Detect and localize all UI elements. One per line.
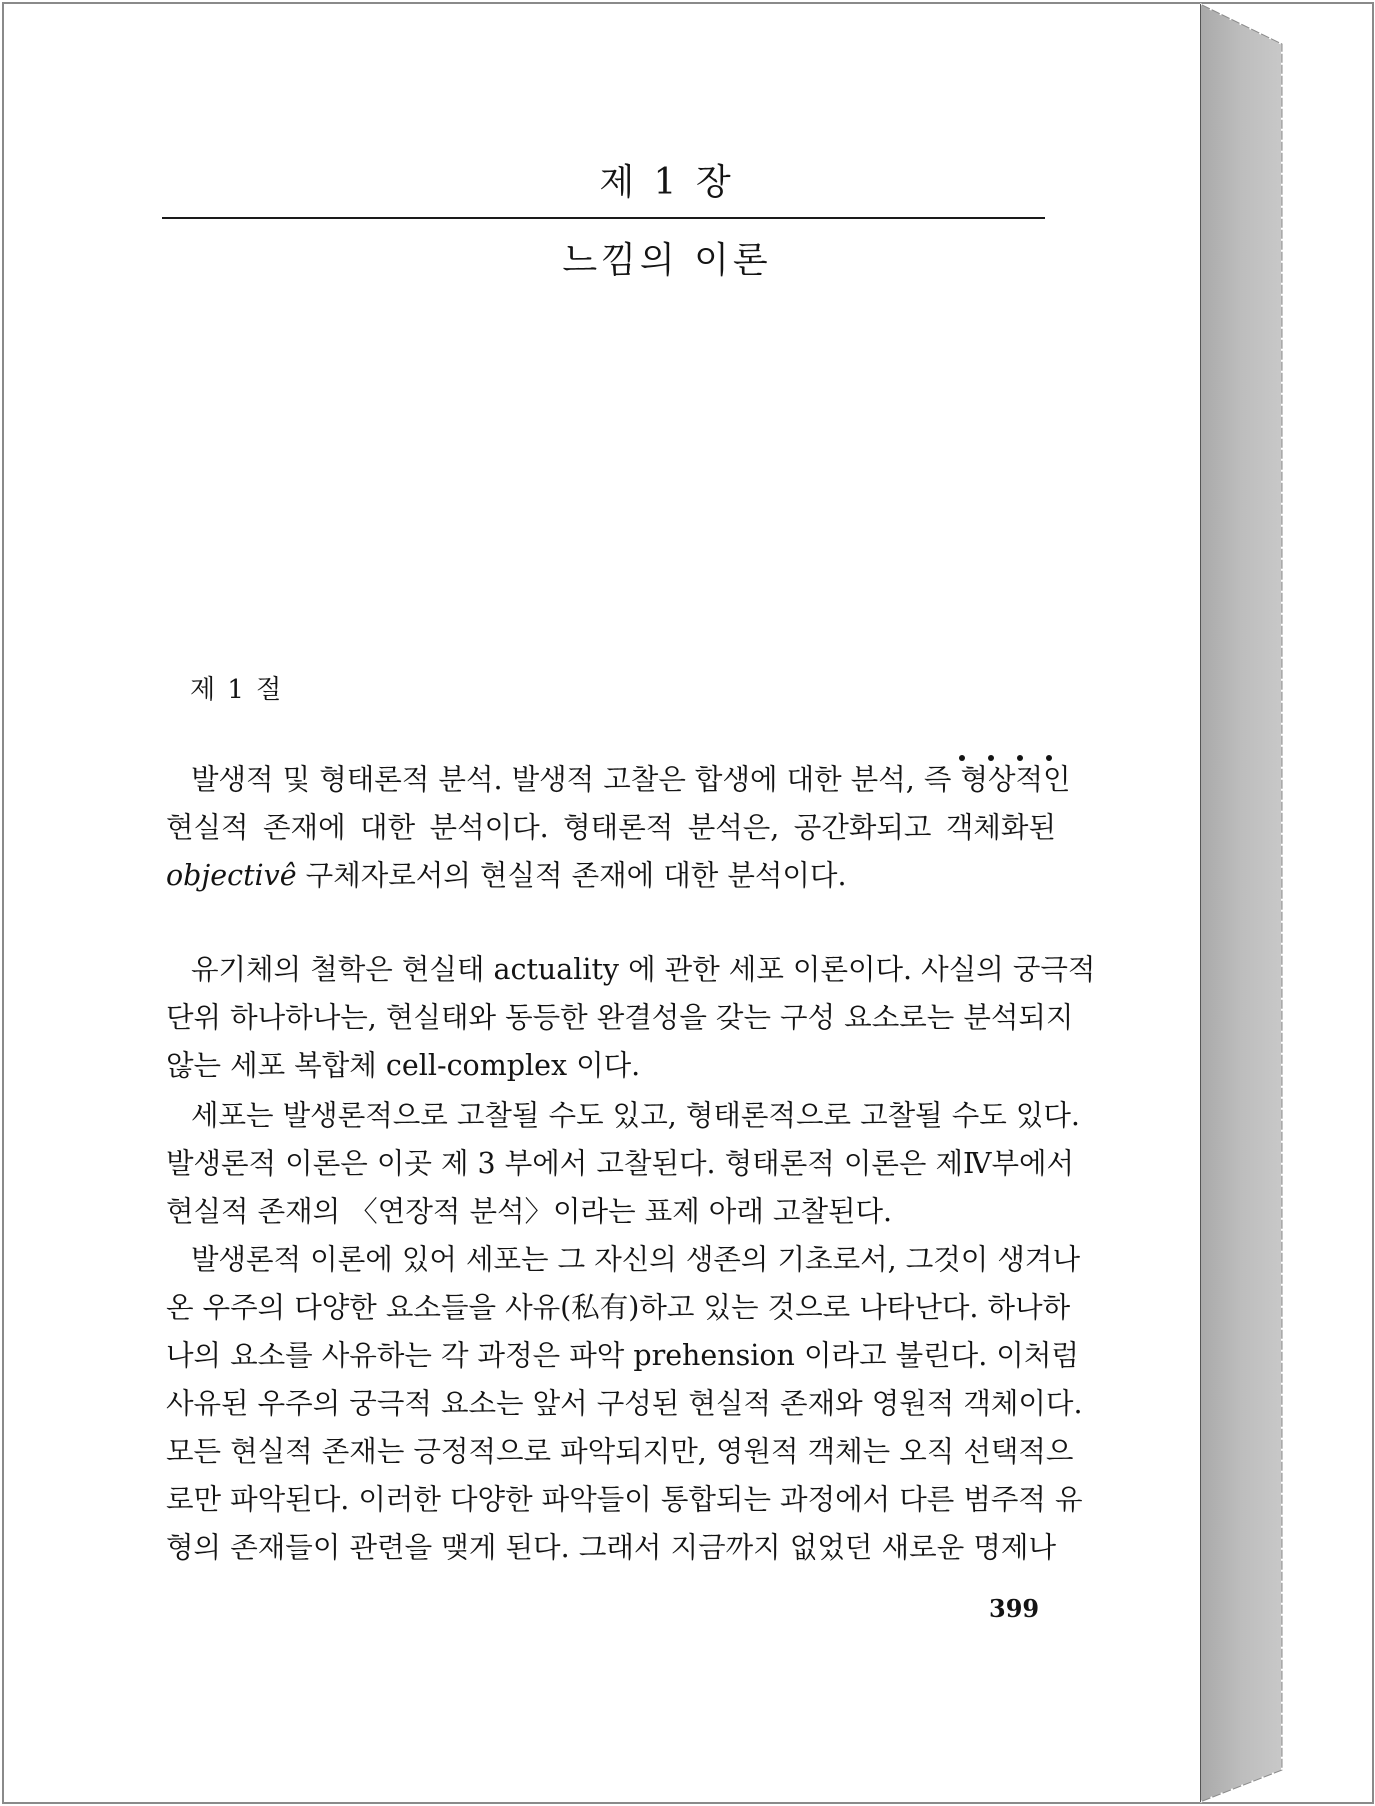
paragraph-1 — [166, 756, 1071, 900]
chapter-title: 느낌의 이론 — [562, 240, 772, 281]
paragraph-line: objectivê 구체자로서의 현실적 존재에 대한 분석이다. — [166, 859, 847, 892]
chapter-divider — [162, 217, 1045, 219]
paragraph-line: 단위 하나하나는, 현실태와 동등한 완결성을 갖는 구성 요소로는 분석되지 — [166, 1001, 1074, 1034]
page-number: 399 — [989, 1594, 1040, 1623]
paragraph-line: 않는 세포 복합체 cell-complex 이다. — [166, 1049, 641, 1082]
paragraph-line: 로만 파악된다. 이러한 다양한 파악들이 통합되는 과정에서 다른 범주적 유 — [166, 1483, 1083, 1516]
emphasis-dots — [959, 753, 1059, 763]
paragraph-line: 세포는 발생론적으로 고찰될 수도 있고, 형태론적으로 고찰될 수도 있다. — [191, 1099, 1080, 1132]
paragraph-line: 나의 요소를 사유하는 각 과정은 파악 prehension 이라고 불린다. 이처럼 — [166, 1339, 1079, 1372]
paragraph-3 — [166, 1092, 1080, 1236]
paragraph-4 — [166, 1236, 1083, 1572]
paragraph-line: 유기체의 철학은 현실태 actuality 에 관한 세포 이론이다. 사실의 궁극적 — [191, 953, 1096, 986]
chapter-label: 제 1 장 — [599, 162, 735, 203]
paragraph-line: 모든 현실적 존재는 긍정적으로 파악되지만, 영원적 객체는 오직 선택적으 — [166, 1435, 1074, 1468]
paragraph-line: 발생론적 이론에 있어 세포는 그 자신의 생존의 기초로서, 그것이 생겨나 — [191, 1243, 1080, 1276]
paragraph-line: 발생적 및 형태론적 분석. 발생적 고찰은 합생에 대한 분석, 즉 형상적인 — [191, 763, 1071, 796]
section-label: 제 1 절 — [190, 675, 284, 705]
paragraph-line: 온 우주의 다양한 요소들을 사유(私有)하고 있는 것으로 나타난다. 하나하 — [166, 1291, 1071, 1324]
book-spine-side — [1200, 4, 1282, 1802]
paragraph-line: 현실적 존재의 〈연장적 분석〉이라는 표제 아래 고찰된다. — [166, 1195, 893, 1228]
book-page — [4, 4, 1201, 1802]
paragraph-line: 형의 존재들이 관련을 맺게 된다. 그래서 지금까지 없었던 새로운 명제나 — [166, 1531, 1056, 1564]
paragraph-line: 사유된 우주의 궁극적 요소는 앞서 구성된 현실적 존재와 영원적 객체이다. — [166, 1387, 1083, 1420]
paragraph-line: 현실적 존재에 대한 분석이다. 형태론적 분석은, 공간화되고 객체화된 — [166, 811, 1056, 844]
paragraph-2 — [166, 946, 1096, 1090]
paragraph-line: 발생론적 이론은 이곳 제 3 부에서 고찰된다. 형태론적 이론은 제Ⅳ부에서 — [166, 1147, 1075, 1180]
